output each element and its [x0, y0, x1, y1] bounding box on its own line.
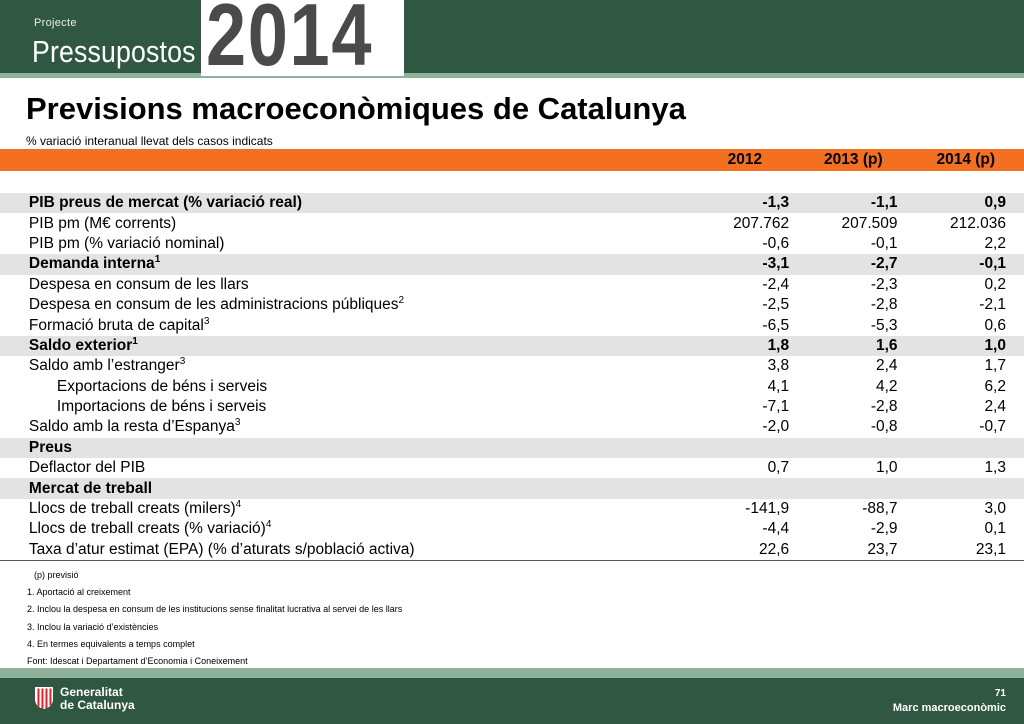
cell-2012: -1,3: [691, 193, 799, 213]
cell-2013: 4,2: [875, 377, 898, 395]
table-row: [0, 254, 1024, 274]
cell-2012: -7,1: [762, 398, 790, 416]
page-subtitle: % variació interanual llevat dels casos indicats: [26, 134, 273, 148]
cell-2014: [908, 478, 1024, 498]
cell-2013: -2,7: [799, 254, 907, 274]
cell-2013: 2,4: [875, 357, 898, 375]
table-row: [0, 519, 1024, 539]
cell-2014: 0,1: [984, 520, 1006, 538]
cell-2012: [691, 478, 799, 498]
table-row: [0, 438, 1024, 458]
table-row: [0, 315, 1024, 335]
footnote-ref: 2: [398, 294, 405, 306]
cell-2012: -141,9: [745, 500, 790, 518]
cell-2013: 207.509: [841, 214, 898, 232]
cell-2013: 1,0: [875, 459, 898, 477]
table-row: [0, 417, 1024, 437]
cell-2012: 4,1: [767, 377, 790, 395]
footnote-ref: 1: [132, 335, 138, 347]
cell-2014: 2,4: [984, 398, 1006, 416]
cell-2014: 1,7: [984, 357, 1006, 375]
cell-2012: 3,8: [767, 357, 790, 375]
row-label: Importacions de béns i serveis: [56, 398, 267, 416]
cell-2013: -1,1: [799, 193, 907, 213]
row-label: Despesa en consum de les administracions públiques: [28, 296, 399, 314]
footnote-item: (p) previsió: [34, 570, 79, 580]
cell-2012: -6,5: [762, 316, 790, 334]
cell-2012: [691, 438, 799, 458]
cell-2013: 23,7: [799, 540, 907, 561]
header-accent-strip: [0, 73, 1024, 78]
header-doc-title: Pressupostos: [32, 34, 196, 69]
cell-2014: 0,9: [908, 193, 1024, 213]
row-label: Saldo exterior: [28, 336, 133, 354]
org-line-1: Generalitat: [60, 685, 123, 699]
cell-2013: -0,1: [870, 234, 898, 252]
generalitat-wordmark: [60, 686, 135, 712]
table-row: [0, 336, 1024, 356]
row-label: Saldo amb la resta d’Espanya: [28, 418, 235, 436]
table-row: [0, 295, 1024, 315]
table-row: [0, 499, 1024, 519]
row-label: Mercat de treball: [28, 479, 153, 497]
footnote-item: 4. En termes equivalents a temps complet: [27, 638, 195, 649]
cell-2014: 0,2: [984, 275, 1006, 293]
footnote-ref: 3: [234, 417, 241, 429]
table-row: [0, 356, 1024, 376]
footnote-ref: 4: [265, 519, 272, 531]
footnote-ref: 1: [154, 254, 161, 266]
footnote-ref: 3: [203, 315, 210, 327]
footer-accent-strip: [0, 668, 1024, 678]
row-label: Llocs de treball creats (% variació): [28, 520, 266, 538]
col-header-2013: 2013 (p): [799, 149, 907, 171]
cell-2013: -2,8: [870, 296, 898, 314]
cell-2012: -2,4: [762, 275, 790, 293]
row-label: Demanda interna: [28, 255, 155, 273]
source-note: Font: Idescat i Departament d’Economia i Coneixement: [27, 655, 248, 666]
footnote-ref: 4: [235, 498, 242, 510]
page-title: Previsions macroeconòmiques de Catalunya: [26, 91, 686, 126]
col-header-2012: 2012: [691, 149, 799, 171]
header-kicker: Projecte: [34, 17, 77, 29]
table-row: [0, 377, 1024, 397]
row-label: Exportacions de béns i serveis: [56, 377, 268, 395]
table-row: [0, 478, 1024, 498]
row-label: PIB pm (M€ corrents): [28, 214, 177, 232]
table-spacer-row: [0, 171, 1024, 193]
macro-forecast-table: [0, 149, 1024, 561]
org-line-2: de Catalunya: [60, 698, 135, 712]
cell-2013: -0,8: [870, 418, 898, 436]
header-year: 2014: [206, 0, 374, 84]
row-label: PIB pm (% variació nominal): [28, 234, 225, 252]
table-row: [0, 540, 1024, 561]
cell-2014: 6,2: [984, 377, 1006, 395]
cell-2014: -0,1: [908, 254, 1024, 274]
table-header-label-cell: [0, 149, 691, 171]
cell-2014: [908, 438, 1024, 458]
row-label: Despesa en consum de les llars: [28, 275, 249, 293]
cell-2014: 23,1: [908, 540, 1024, 561]
cell-2014: -2,1: [979, 296, 1006, 314]
row-label: Deflactor del PIB: [28, 459, 146, 477]
cell-2012: 207.762: [733, 214, 790, 232]
row-label: Preus: [28, 438, 73, 456]
cell-2014: 0,6: [984, 316, 1006, 334]
row-label: Taxa d’atur estimat (EPA) (% d’aturats s/població activa): [28, 540, 415, 558]
cell-2012: 22,6: [691, 540, 799, 561]
cell-2013: [799, 478, 907, 498]
cell-2014: 1,3: [984, 459, 1006, 477]
table-row: [0, 397, 1024, 417]
cell-2013: -5,3: [870, 316, 898, 334]
cell-2012: -2,5: [762, 296, 790, 314]
table-header-row: [0, 149, 1024, 171]
cell-2012: 1,8: [691, 336, 799, 356]
cell-2014: 3,0: [984, 500, 1006, 518]
cell-2013: 1,6: [799, 336, 907, 356]
col-header-2014: 2014 (p): [908, 149, 1024, 171]
table-row: [0, 275, 1024, 295]
row-label: PIB preus de mercat (% variació real): [28, 194, 303, 212]
table-row: [0, 213, 1024, 233]
cell-2013: -2,8: [870, 398, 898, 416]
page-number: 71: [994, 688, 1006, 699]
cell-2014: -0,7: [979, 418, 1006, 436]
cell-2012: -0,6: [762, 234, 790, 252]
generalitat-logo-icon: [34, 686, 54, 710]
cell-2012: -4,4: [762, 520, 790, 538]
cell-2014: 212.036: [949, 214, 1006, 232]
table-row: [0, 458, 1024, 478]
cell-2012: 0,7: [767, 459, 790, 477]
cell-2013: -2,3: [870, 275, 898, 293]
cell-2014: 2,2: [984, 234, 1006, 252]
cell-2013: -88,7: [862, 500, 898, 518]
footnotes: [27, 568, 402, 671]
footnote-item: 1. Aportació al creixement: [27, 587, 131, 598]
cell-2014: 1,0: [908, 336, 1024, 356]
cell-2012: -3,1: [691, 254, 799, 274]
footnote-item: 3. Inclou la variació d’existències: [27, 621, 159, 632]
footer-bar: [0, 678, 1024, 724]
cell-2013: [799, 438, 907, 458]
row-label: Formació bruta de capital: [28, 316, 204, 334]
footnote-item: 2. Inclou la despesa en consum de les institucions sense finalitat lucrativa al servei de les llars: [27, 604, 403, 615]
section-name: Marc macroeconòmic: [892, 702, 1006, 714]
row-label: Llocs de treball creats (milers): [28, 500, 236, 518]
table-row: [0, 193, 1024, 213]
cell-2013: -2,9: [870, 520, 898, 538]
cell-2012: -2,0: [762, 418, 790, 436]
row-label: Saldo amb l’estranger: [28, 357, 180, 375]
table-row: [0, 234, 1024, 254]
footnote-ref: 3: [179, 356, 186, 368]
